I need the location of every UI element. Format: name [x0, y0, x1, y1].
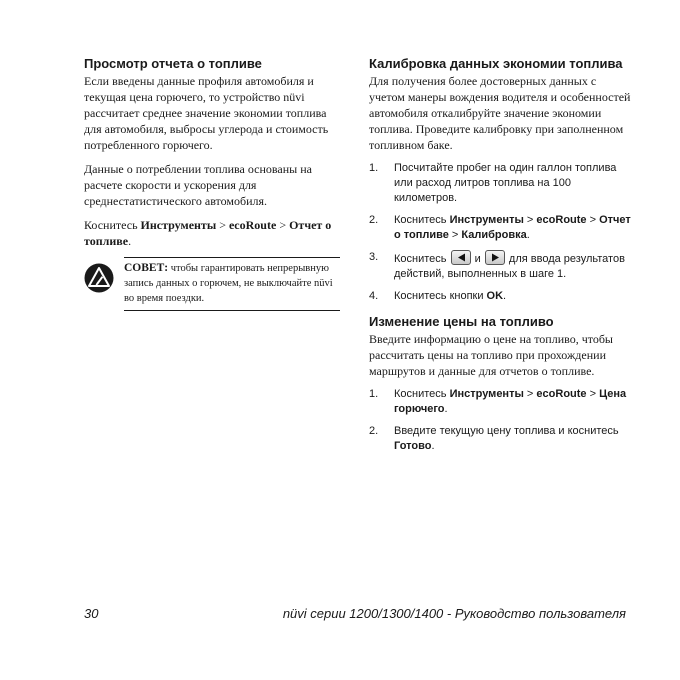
- step-bold: ecoRoute: [536, 214, 587, 226]
- instr-ecoroute: ecoRoute: [228, 218, 277, 232]
- list-item: [369, 387, 631, 417]
- step-sep: >: [448, 229, 462, 241]
- tip-label: СОВЕТ:: [124, 262, 169, 274]
- fuel-price-steps: [369, 387, 631, 454]
- instruction-open-fuel-report: [84, 217, 340, 249]
- step-suffix: .: [526, 229, 530, 241]
- step-sep: >: [586, 388, 600, 400]
- step-bold: Инструменты: [449, 388, 524, 400]
- step-number: 3.: [369, 251, 379, 263]
- step-number: 4.: [369, 290, 379, 302]
- section-heading-fuel-report: Просмотр отчета о топливе: [84, 56, 262, 71]
- warning-triangle-icon: [84, 263, 114, 293]
- list-item: [369, 250, 631, 282]
- step-text: Посчитайте пробег на один галлон топлива или расход литров топлива на 100 километров.: [394, 162, 617, 204]
- step-bold: Инструменты: [449, 214, 524, 226]
- right-column: [369, 56, 631, 464]
- section-heading-fuel-price: Изменение цены на топливо: [369, 314, 554, 329]
- arrow-right-icon: [485, 250, 505, 265]
- left-column: [84, 56, 340, 311]
- step-number: 2.: [369, 425, 379, 437]
- step-text: и: [471, 253, 484, 265]
- step-number: 2.: [369, 214, 379, 226]
- step-suffix: .: [503, 290, 507, 302]
- arrow-left-icon: [451, 250, 471, 265]
- step-bold: ecoRoute: [536, 388, 587, 400]
- section-heading-calibration: Калибровка данных экономии топлива: [369, 56, 623, 71]
- list-item: [369, 161, 631, 206]
- step-bold: OK: [486, 290, 504, 302]
- step-sep: >: [523, 214, 537, 226]
- instr-report: Отчет о топливе: [84, 218, 332, 248]
- instr-sep: >: [216, 218, 229, 232]
- paragraph-fuel-price: Введите информацию о цене на топливо, чтобы рассчитать цены на топливо при прохождении маршрутов и данные для отчетов о топливе.: [369, 332, 613, 378]
- step-text: Коснитесь: [394, 253, 450, 265]
- step-text: Коснитесь: [394, 388, 450, 400]
- step-suffix: .: [444, 403, 448, 415]
- step-text: для ввода результатов действий, выполненных в шаге 1.: [394, 253, 625, 280]
- list-item: [369, 289, 631, 304]
- list-item: [369, 213, 631, 243]
- tip-body: чтобы гарантировать непрерывную запись данных о горючем, не выключайте nüvi во время поездки.: [124, 263, 333, 304]
- instr-suffix: .: [128, 234, 132, 248]
- paragraph-calibration: Для получения более достоверных данных с учетом манеры вождения водителя и особенностей автомобиля откалибруйте значение экономии топлива. Проведите калибровку при заполненном топливном баке.: [369, 74, 631, 152]
- step-text: Введите текущую цену топлива и коснитесь: [394, 425, 619, 437]
- step-suffix: .: [431, 440, 435, 452]
- footer-title: nüvi серии 1200/1300/1400 - Руководство пользователя: [282, 606, 626, 621]
- paragraph-fuel-report-intro: Если введены данные профиля автомобиля и текущая цена горючего, то устройство nüvi рассчитает среднее значение экономии топлива для автомобиля, выбросы углерода и стоимость потребленного горючего.: [84, 74, 329, 152]
- tip-box: [84, 257, 340, 311]
- step-number: 1.: [369, 162, 379, 174]
- tip-text: [124, 258, 340, 311]
- instr-tools: Инструменты: [140, 218, 217, 232]
- paragraph-fuel-data-basis: Данные о потреблении топлива основаны на расчете скорости и ускорения для среднестатистического автомобиля.: [84, 162, 312, 208]
- step-number: 1.: [369, 388, 379, 400]
- calibration-steps: [369, 161, 631, 304]
- list-item: [369, 424, 631, 454]
- instr-prefix: Коснитесь: [84, 218, 141, 232]
- instr-sep: >: [276, 218, 290, 232]
- step-bold: Отчет о топливе: [394, 214, 631, 241]
- step-sep: >: [523, 388, 537, 400]
- step-text: Коснитесь: [394, 214, 450, 226]
- step-bold: Калибровка: [461, 229, 527, 241]
- step-bold: Цена горючего: [394, 388, 627, 415]
- step-bold: Готово: [394, 440, 432, 452]
- step-sep: >: [586, 214, 600, 226]
- step-text: Коснитесь кнопки: [394, 290, 487, 302]
- page-number: 30: [84, 606, 99, 621]
